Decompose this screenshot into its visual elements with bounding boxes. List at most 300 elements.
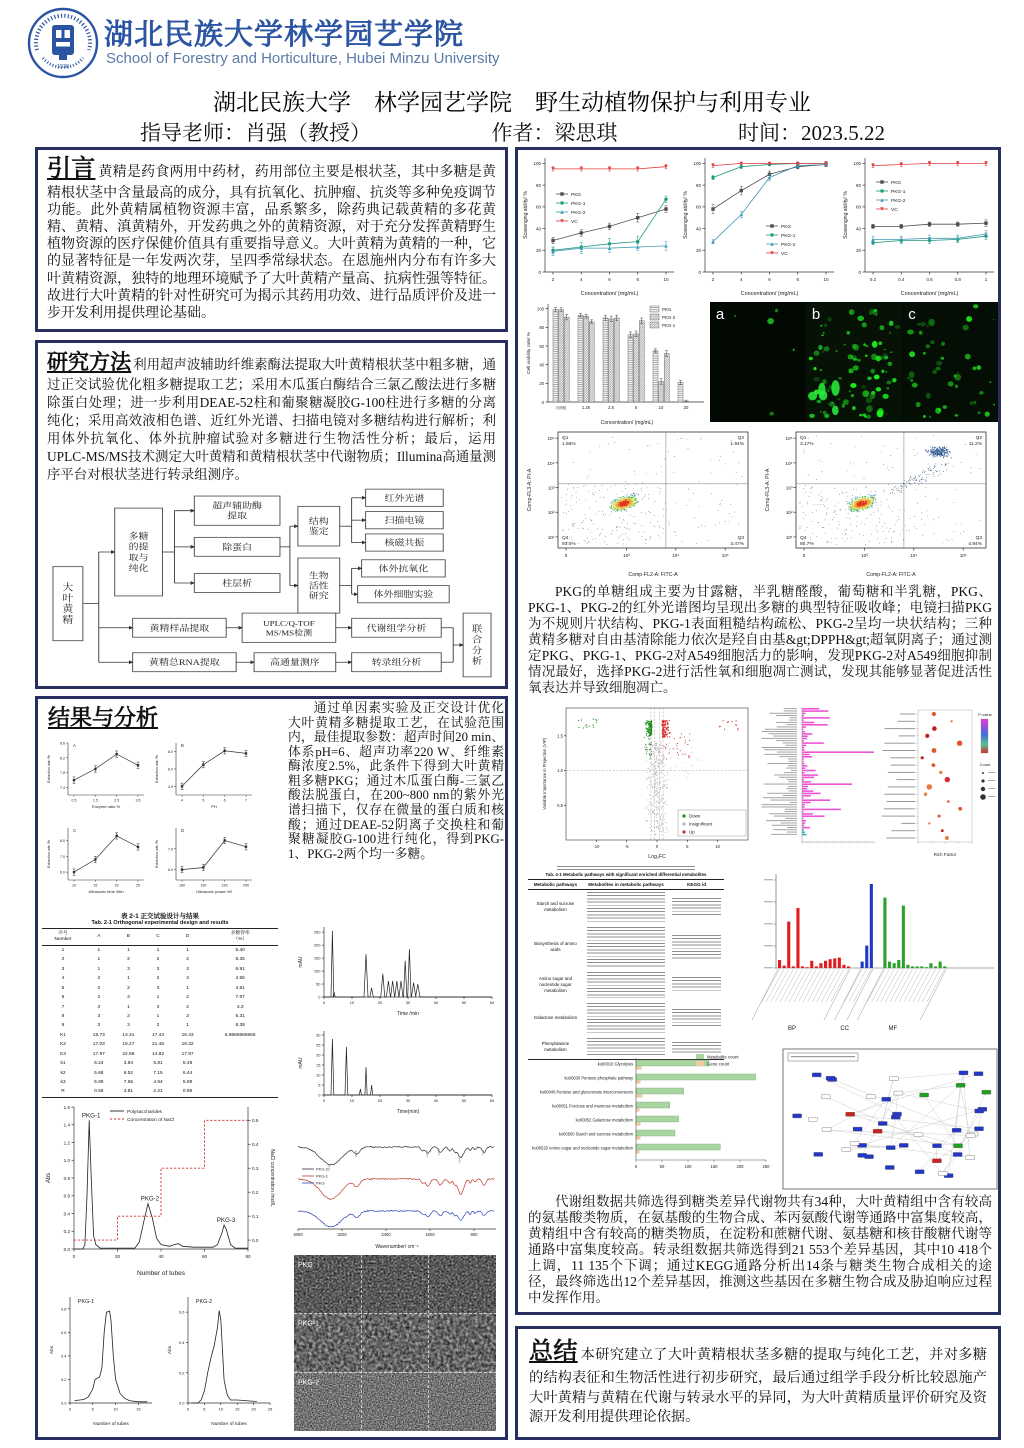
flow-cytometry-plot-2 (762, 426, 994, 580)
svg-text:2.5: 2.5 (114, 798, 120, 803)
university-logo-icon (26, 6, 100, 80)
svg-text:2: 2 (551, 277, 555, 282)
svg-text:PKG-2: PKG-2 (891, 198, 906, 204)
results-heading: 结果与分析 (48, 705, 159, 730)
svg-text:5: 5 (91, 1406, 94, 1412)
svg-text:Wavenumber/ cm⁻¹: Wavenumber/ cm⁻¹ (375, 1244, 419, 1250)
svg-text:PKG-1: PKG-1 (662, 323, 676, 328)
poster-meta (140, 117, 885, 147)
svg-text:7.0: 7.0 (168, 847, 173, 852)
hplc-chromatogram-sample (294, 1025, 498, 1119)
svg-text:10: 10 (113, 1406, 118, 1412)
svg-text:mAU: mAU (298, 1057, 304, 1069)
svg-text:PKG-1: PKG-1 (571, 201, 586, 207)
svg-text:40: 40 (433, 1098, 439, 1103)
svg-text:10³: 10³ (547, 485, 555, 491)
summary-text: 本研究建立了大叶黄精根状茎多糖的提取与纯化工艺，并对多糖的结构表征和生物活性进行初步研究，最后通过组学手段分析比较恩施产大叶黄精与黄精在代谢与转录水平的异同，为大叶黄精质量评价研究及资源开发利用提供理论依据。 (529, 1347, 987, 1426)
svg-text:60: 60 (855, 204, 861, 210)
svg-text:100: 100 (533, 161, 541, 167)
svg-text:0: 0 (655, 844, 659, 849)
svg-text:6.0: 6.0 (168, 868, 173, 873)
svg-text:1.5: 1.5 (92, 798, 98, 803)
svg-text:2.5: 2.5 (608, 405, 614, 410)
svg-text:1640: 1640 (424, 1150, 429, 1157)
svg-text:a: a (715, 306, 725, 323)
svg-text:250: 250 (243, 883, 249, 888)
svg-text:PKG-1: PKG-1 (77, 1299, 95, 1305)
svg-text:Q4: Q4 (800, 536, 807, 541)
svg-text:Up: Up (689, 829, 695, 835)
svg-text:3.5: 3.5 (135, 798, 141, 803)
svg-text:2400: 2400 (381, 1232, 391, 1237)
sem-images (294, 1255, 496, 1431)
svg-text:PKG-1: PKG-1 (781, 233, 796, 239)
svg-text:mAU: mAU (298, 956, 304, 968)
svg-text:30: 30 (405, 1000, 411, 1005)
ir-spectra-chart (288, 1123, 504, 1251)
svg-text:10: 10 (823, 277, 829, 282)
svg-text:4: 4 (181, 798, 183, 803)
svg-text:4: 4 (739, 277, 743, 282)
svg-text:2: 2 (711, 277, 715, 282)
svg-text:1.56%: 1.56% (562, 442, 576, 447)
svg-text:PKG-2: PKG-2 (298, 1379, 320, 1387)
svg-text:红外光谱: 红外光谱 (384, 494, 425, 504)
svg-text:Abs: Abs (50, 1345, 55, 1355)
svg-text:代谢组学分析: 代谢组学分析 (366, 624, 427, 634)
svg-text:Polysaccharides: Polysaccharides (127, 1109, 162, 1115)
svg-text:0: 0 (322, 1000, 326, 1005)
svg-text:Time(min): Time(min) (396, 1109, 420, 1115)
svg-text:1043: 1043 (457, 1156, 462, 1163)
svg-text:0: 0 (72, 1254, 76, 1259)
svg-text:10⁴: 10⁴ (785, 460, 793, 466)
svg-text:Log₂FC: Log₂FC (648, 854, 666, 860)
school-name-en: School of Forestry and Horticulture, Hubei Minzu University (106, 50, 500, 67)
svg-text:60: 60 (489, 1098, 495, 1103)
svg-text:7: 7 (245, 798, 247, 803)
svg-text:Number of tubes: Number of tubes (93, 1422, 129, 1427)
svg-text:取与: 取与 (128, 553, 149, 564)
svg-text:25: 25 (136, 883, 140, 888)
svg-text:0: 0 (322, 1098, 326, 1103)
svg-text:Rich Factor: Rich Factor (933, 852, 957, 857)
svg-text:8.0: 8.0 (60, 839, 65, 844)
svg-text:PKG-2: PKG-2 (195, 1299, 213, 1305)
svg-text:20: 20 (316, 1052, 321, 1058)
svg-text:7.8: 7.8 (60, 771, 65, 776)
svg-text:618: 618 (481, 1149, 486, 1155)
svg-text:20: 20 (535, 248, 541, 254)
svg-text:Cell viability rate/ %: Cell viability rate/ % (527, 332, 532, 374)
svg-text:VC: VC (571, 219, 578, 225)
svg-text:析: 析 (471, 656, 483, 667)
svg-text:0.3: 0.3 (252, 1166, 259, 1172)
svg-text:80.7%: 80.7% (800, 542, 814, 547)
methods-heading: 研究方法 (47, 350, 132, 374)
svg-text:ko00520 Amino sugar and nucleo: ko00520 Amino sugar and nucleotide sugar metabolism (532, 1145, 633, 1151)
svg-text:叶: 叶 (62, 593, 74, 604)
svg-text:PKG-2: PKG-2 (316, 1166, 329, 1172)
svg-text:0.4: 0.4 (178, 1340, 185, 1346)
volcano-plot (540, 704, 752, 860)
svg-text:220: 220 (221, 883, 228, 888)
svg-text:PKG: PKG (781, 224, 792, 230)
svg-text:60: 60 (695, 204, 701, 210)
cell-viability-chart (524, 300, 706, 426)
svg-text:PKG-1: PKG-1 (298, 1320, 320, 1328)
svg-text:20: 20 (377, 1000, 383, 1005)
svg-text:10⁵: 10⁵ (959, 553, 967, 558)
svg-text:0.4: 0.4 (60, 1353, 67, 1359)
svg-text:Extraction rate /%: Extraction rate /% (155, 755, 159, 783)
svg-text:结构: 结构 (308, 517, 329, 527)
methods-text: 利用超声波辅助纤维素酶法提取大叶黄精根状茎中粗多糖，通过正交试验优化粗多糖提取工艺；采用木瓜蛋白酶结合三氯乙酸法进行多糖除蛋白处理；进一步利用DEAE-52柱和葡聚糖凝胶G-100柱进行多糖的分离纯化；采用高效液相色谱、近红外光谱、扫描电镜对多糖结构进行解析；利用体外抗氧化、体外抗肿瘤试验对多糖进行生物活性分析；最后，运用UPLC-MS/MS技术测定大叶黄精和黄精根状茎中代谢物质；Illumina高通量测序平台对根状茎进行转录组测序。 (47, 357, 497, 482)
svg-text:15: 15 (136, 1406, 141, 1412)
svg-text:PKG-2: PKG-2 (662, 315, 676, 320)
svg-text:0: 0 (858, 269, 861, 275)
svg-text:1.6: 1.6 (63, 1104, 70, 1110)
svg-text:0.8: 0.8 (60, 1306, 67, 1312)
svg-text:VC: VC (891, 207, 898, 213)
svg-text:20: 20 (114, 1254, 121, 1259)
scavenging-chart-3 (840, 152, 999, 298)
svg-text:10: 10 (715, 844, 721, 849)
svg-text:11.2%: 11.2% (968, 442, 982, 447)
svg-text:c: c (908, 306, 916, 323)
fluorescence-images (710, 302, 998, 422)
svg-text:5: 5 (318, 1082, 321, 1088)
svg-text:Abs: Abs (46, 1172, 52, 1184)
svg-text:80: 80 (695, 182, 701, 188)
svg-text:扫描电镜: 扫描电镜 (384, 516, 425, 526)
svg-text:黄精总RNA提取: 黄精总RNA提取 (149, 658, 220, 668)
svg-text:Concentration/ (mg/mL): Concentration/ (mg/mL) (900, 291, 959, 297)
svg-text:Comp-FL2-A: FITC-A: Comp-FL2-A: FITC-A (866, 572, 916, 578)
svg-text:生物: 生物 (308, 572, 329, 582)
svg-text:6: 6 (223, 798, 226, 803)
svg-text:200: 200 (736, 1164, 744, 1169)
svg-text:50: 50 (659, 1164, 665, 1169)
svg-text:PKG-2: PKG-2 (140, 1195, 160, 1203)
svg-text:Enzyme ratio %: Enzyme ratio % (91, 804, 121, 809)
svg-text:ko00500 Starch and sucrose met: ko00500 Starch and sucrose metabolism (558, 1131, 633, 1137)
kegg-pathway-map (782, 1048, 998, 1190)
svg-text:40: 40 (433, 1000, 439, 1005)
svg-text:10: 10 (349, 1098, 355, 1103)
svg-text:Comp-FL3-A: PI-A: Comp-FL3-A: PI-A (527, 468, 533, 512)
svg-text:8.2: 8.2 (60, 756, 65, 761)
svg-text:0.1: 0.1 (252, 1213, 259, 1219)
svg-text:多糖: 多糖 (128, 532, 149, 542)
svg-text:60: 60 (535, 204, 541, 210)
svg-text:8: 8 (636, 277, 640, 282)
svg-text:1.0: 1.0 (63, 1158, 70, 1164)
svg-text:0.2: 0.2 (252, 1190, 259, 1195)
svg-text:5: 5 (203, 1406, 206, 1412)
svg-text:转录组分析: 转录组分析 (371, 658, 422, 668)
svg-text:150: 150 (710, 1164, 718, 1169)
scavenging-chart-1 (520, 152, 679, 298)
svg-text:0: 0 (698, 269, 701, 275)
svg-text:5: 5 (686, 844, 689, 849)
svg-text:Q1: Q1 (800, 436, 807, 441)
svg-text:3.17%: 3.17% (800, 442, 814, 447)
svg-text:20: 20 (377, 1098, 383, 1103)
svg-text:5: 5 (202, 798, 205, 803)
svg-text:Number of tubes: Number of tubes (211, 1422, 247, 1427)
summary-heading: 总结 (529, 1339, 578, 1365)
svg-text:大: 大 (62, 582, 74, 594)
svg-text:Number of tubes: Number of tubes (136, 1270, 186, 1277)
svg-text:0: 0 (541, 399, 544, 405)
svg-text:0: 0 (634, 1164, 638, 1169)
svg-text:CC: CC (840, 1026, 850, 1032)
svg-text:10³: 10³ (623, 553, 630, 558)
svg-text:PKG-2: PKG-2 (571, 210, 586, 216)
svg-text:15: 15 (234, 1406, 240, 1412)
svg-text:10: 10 (658, 405, 664, 410)
svg-text:0: 0 (564, 553, 568, 558)
svg-text:80: 80 (245, 1254, 251, 1259)
svg-text:黄: 黄 (62, 604, 74, 615)
svg-text:PKG: PKG (298, 1262, 313, 1269)
svg-text:80: 80 (539, 325, 544, 331)
svg-text:40: 40 (535, 226, 541, 232)
svg-text:活性: 活性 (308, 581, 329, 592)
svg-text:0: 0 (318, 994, 321, 1000)
svg-text:6.0: 6.0 (60, 870, 65, 875)
svg-text:-10: -10 (593, 844, 600, 849)
svg-text:7.4: 7.4 (60, 786, 65, 791)
svg-text:0.5: 0.5 (557, 802, 563, 808)
svg-text:25: 25 (267, 1406, 273, 1412)
svg-text:10³: 10³ (785, 485, 793, 491)
svg-text:B: B (181, 743, 184, 748)
svg-text:3200: 3200 (337, 1232, 347, 1237)
g100-elution-chart-pkg1 (46, 1287, 158, 1433)
svg-text:3417: 3417 (327, 1164, 332, 1171)
svg-text:50: 50 (461, 1098, 467, 1103)
svg-text:0.8: 0.8 (954, 277, 961, 282)
svg-text:体外抗氧化: 体外抗氧化 (378, 564, 429, 574)
svg-text:PKG-3: PKG-3 (216, 1217, 236, 1225)
svg-text:Extraction rate /%: Extraction rate /% (155, 840, 159, 868)
svg-text:0.2: 0.2 (869, 277, 877, 282)
svg-text:核磁共振: 核磁共振 (384, 538, 425, 549)
flow-cytometry-plot-1 (524, 426, 756, 580)
svg-text:0.0: 0.0 (60, 1400, 67, 1406)
svg-text:1600: 1600 (425, 1232, 435, 1237)
svg-text:10⁵: 10⁵ (547, 436, 555, 442)
svg-text:Time /min: Time /min (397, 1011, 419, 1017)
svg-text:-5: -5 (624, 844, 629, 849)
svg-text:200: 200 (313, 942, 321, 948)
svg-text:10²: 10² (785, 510, 793, 516)
svg-text:0.4: 0.4 (898, 277, 905, 282)
svg-text:Metabolite count: Metabolite count (707, 1054, 739, 1060)
svg-text:6: 6 (608, 277, 611, 282)
svg-text:8.0: 8.0 (168, 750, 173, 755)
svg-text:0.0: 0.0 (178, 1400, 185, 1406)
svg-text:60: 60 (201, 1254, 208, 1259)
svg-text:鉴定: 鉴定 (308, 527, 329, 537)
svg-text:0.0: 0.0 (252, 1237, 259, 1243)
single-factor-charts (42, 737, 258, 907)
deae-elution-chart (42, 1095, 278, 1283)
go-classification-chart (752, 864, 998, 1046)
poster-title: 湖北民族大学 林学园艺学院 野生动植物保护与利用专业 (213, 90, 811, 115)
svg-text:1.94%: 1.94% (730, 442, 744, 447)
svg-text:0.6: 0.6 (60, 1329, 67, 1335)
svg-text:0: 0 (538, 269, 541, 275)
section-results (35, 696, 508, 1440)
svg-text:3.47%: 3.47% (730, 542, 744, 547)
svg-text:0.6: 0.6 (178, 1309, 185, 1315)
svg-text:0: 0 (802, 553, 806, 558)
svg-text:1.25: 1.25 (581, 405, 591, 410)
svg-text:对照组: 对照组 (555, 406, 567, 410)
svg-text:250: 250 (762, 1164, 770, 1169)
svg-text:800: 800 (470, 1232, 478, 1237)
svg-text:0.4: 0.4 (252, 1142, 259, 1148)
results-text-3: 代谢组数据共筛选得到糖类差异代谢物共有34种，大叶黄精组中含有较高的氨基酸类物质，在氨基酸的生物合成、苯丙氨酸代谢等通路中富集度较高，黄精组中含有较高的糖类物质，在淀粉和蔗糖代谢、氨基糖和核苷酸糖代谢等通路中富集度较高。转录组数据共筛选得到21 553个差异基因，其中10 418个上调，11 135个下调；通过KEGG通路分析出14条与糖类生物合成相关的途径，最终筛选出12个差异基因，推测这些基因在多糖生物合成及胁迫响应过程中发挥作用。 (528, 1194, 992, 1305)
svg-text:10: 10 (218, 1406, 224, 1412)
svg-text:30: 30 (316, 1032, 321, 1038)
svg-text:体外细胞实验: 体外细胞实验 (373, 590, 434, 600)
svg-text:Extraction rate /%: Extraction rate /% (47, 755, 51, 783)
svg-text:PKG-1: PKG-1 (891, 189, 906, 195)
svg-text:高通量测序: 高通量测序 (270, 658, 320, 668)
svg-text:Insignificant: Insignificant (689, 821, 713, 827)
svg-text:10⁴: 10⁴ (547, 460, 555, 466)
author-label: 作者：梁思琪 (491, 121, 618, 145)
svg-text:1417: 1417 (437, 1148, 442, 1155)
svg-text:4.94%: 4.94% (968, 542, 982, 547)
svg-text:40: 40 (539, 362, 544, 368)
svg-text:PKG: PKG (571, 192, 582, 198)
svg-text:0: 0 (68, 1406, 72, 1412)
svg-text:100: 100 (853, 161, 861, 167)
g100-elution-chart-pkg2 (164, 1287, 276, 1433)
svg-text:PKG: PKG (662, 307, 672, 312)
svg-text:10: 10 (316, 1072, 321, 1078)
svg-text:20: 20 (683, 405, 689, 410)
svg-text:除蛋白: 除蛋白 (222, 543, 253, 553)
svg-text:40: 40 (158, 1254, 164, 1259)
svg-text:b: b (811, 306, 821, 323)
introduction-heading: 引言 (47, 156, 96, 182)
svg-text:Q3: Q3 (737, 536, 744, 541)
svg-text:0.0: 0.0 (63, 1246, 70, 1252)
svg-text:PKG: PKG (891, 180, 902, 186)
svg-text:10⁴: 10⁴ (672, 553, 680, 558)
svg-text:0.5: 0.5 (71, 798, 77, 803)
svg-text:PKG: PKG (316, 1180, 325, 1186)
svg-text:40: 40 (695, 226, 701, 232)
svg-text:10⁴: 10⁴ (910, 553, 918, 558)
svg-text:的提: 的提 (128, 543, 149, 553)
svg-text:10¹: 10¹ (547, 534, 555, 540)
school-name-cn: 湖北民族大学林学园艺学院 (104, 19, 465, 51)
svg-text:提取: 提取 (227, 512, 248, 522)
svg-text:0: 0 (186, 1406, 190, 1412)
svg-text:20: 20 (539, 381, 544, 387)
svg-text:柱层析: 柱层析 (222, 579, 253, 589)
svg-text:Scavenging ability/ %: Scavenging ability/ % (683, 191, 689, 239)
svg-text:10²: 10² (547, 510, 555, 516)
svg-text:Concentration/ (mg/mL): Concentration/ (mg/mL) (580, 291, 639, 297)
section-introduction (35, 147, 508, 332)
svg-text:6.0: 6.0 (168, 767, 173, 772)
svg-text:0.2: 0.2 (63, 1229, 70, 1235)
svg-text:50: 50 (461, 1000, 467, 1005)
svg-text:160: 160 (179, 883, 185, 888)
svg-text:100: 100 (537, 306, 544, 312)
svg-text:纯化: 纯化 (128, 564, 149, 574)
svg-text:80: 80 (535, 182, 541, 188)
svg-text:100: 100 (684, 1164, 692, 1169)
svg-text:4.0: 4.0 (168, 784, 173, 789)
svg-text:8: 8 (796, 277, 800, 282)
svg-text:2928: 2928 (353, 1150, 358, 1157)
svg-text:30: 30 (405, 1098, 411, 1103)
svg-text:1.4: 1.4 (63, 1122, 70, 1128)
svg-text:PH: PH (211, 804, 217, 809)
svg-text:0.8: 0.8 (63, 1175, 70, 1181)
svg-text:10³: 10³ (861, 553, 868, 558)
svg-text:10¹: 10¹ (785, 534, 793, 540)
svg-text:UPLC/Q-TOF: UPLC/Q-TOF (263, 619, 315, 628)
svg-text:Concentration/ (mg/mL): Concentration/ (mg/mL) (600, 420, 654, 426)
svg-text:50: 50 (316, 981, 321, 987)
svg-text:10⁵: 10⁵ (721, 553, 729, 558)
svg-text:ko00030 Pentose phosphate path: ko00030 Pentose phosphate pathway (564, 1075, 633, 1081)
svg-text:Abs: Abs (168, 1345, 173, 1355)
date-label: 时间：2023.5.22 (738, 121, 885, 145)
svg-text:Variable Importance in Project: Variable Importance in Projection (VIP) (542, 737, 547, 811)
svg-text:Count: Count (979, 762, 991, 767)
svg-text:黄精样品提取: 黄精样品提取 (149, 624, 210, 634)
svg-text:Scavenging ability/ %: Scavenging ability/ % (523, 191, 529, 239)
svg-text:1: 1 (984, 277, 988, 282)
svg-text:Comp-FL3-A: PI-A: Comp-FL3-A: PI-A (765, 468, 771, 512)
results-text-1: 通过单因素实验及正交设计优化大叶黄精多糖提取工艺，在试验范围内，最佳提取参数：超声时间20 min、体系pH=6、超声功率220 W、纤维素酶浓度2.5%，此条件下得到大叶黄精粗多糖PKG；通过木瓜蛋白酶-三氯乙酸法脱蛋白，在200~800 nm的紫外光谱扫描下，仅存在微量的蛋白质和核酸；通过DEAE-52阴离子交换柱和葡聚糖凝胶G-100进行纯化，得到PKG-1、PKG-2两个均一多糖。 (288, 701, 504, 861)
svg-text:研究: 研究 (308, 591, 329, 602)
svg-text:ko00051 Fructose and mannose m: ko00051 Fructose and mannose metabolism (552, 1103, 633, 1109)
svg-text:Ultrasonic time /Min: Ultrasonic time /Min (88, 889, 124, 894)
svg-text:Q1: Q1 (562, 436, 569, 441)
svg-text:1.5: 1.5 (557, 733, 563, 739)
svg-text:0.6: 0.6 (926, 277, 933, 282)
supervisor-label: 指导老师：肖强（教授） (140, 121, 371, 145)
svg-text:20: 20 (695, 248, 701, 254)
metabolite-class-bars (756, 704, 878, 860)
methods-flowchart (47, 484, 497, 682)
svg-text:5: 5 (634, 405, 638, 410)
svg-text:PKG-2: PKG-2 (781, 242, 796, 248)
svg-text:ko00040 Pentose and glucuronat: ko00040 Pentose and glucuronate interconversions (539, 1089, 633, 1095)
svg-text:C: C (73, 828, 77, 833)
svg-text:合: 合 (471, 635, 483, 646)
svg-text:8.6: 8.6 (60, 741, 65, 746)
svg-text:100: 100 (313, 968, 321, 974)
svg-text:100: 100 (693, 161, 701, 167)
svg-text:4000: 4000 (293, 1232, 303, 1237)
section-results-figures (515, 147, 1001, 1315)
svg-text:20: 20 (251, 1406, 256, 1412)
svg-text:Extraction rate /%: Extraction rate /% (47, 840, 51, 868)
